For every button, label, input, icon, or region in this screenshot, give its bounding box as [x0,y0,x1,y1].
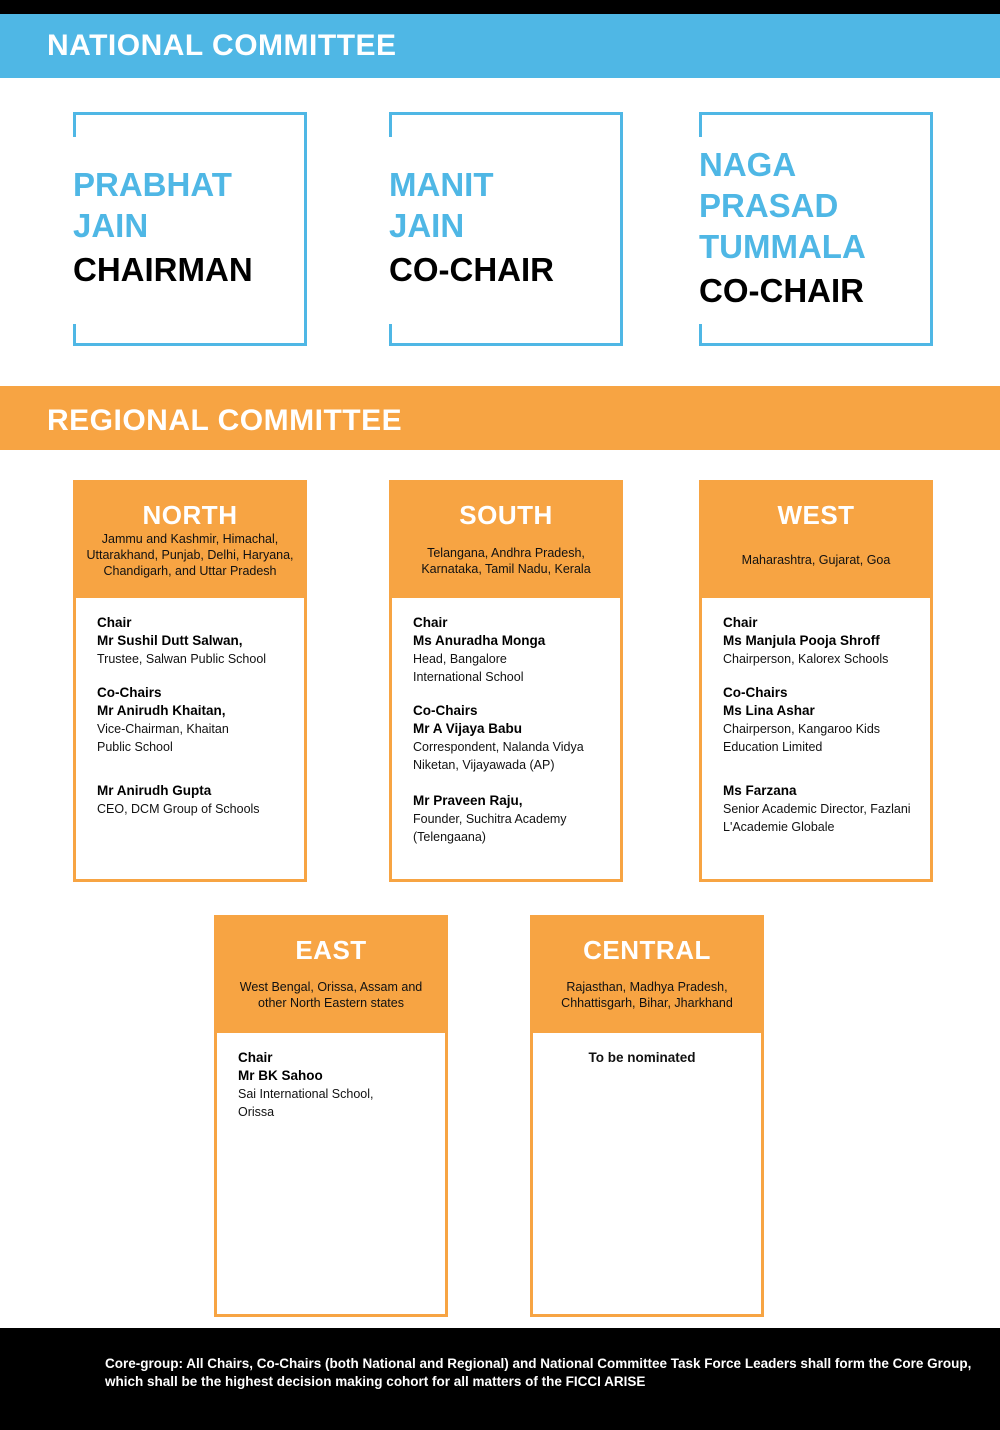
nomination-note: To be nominated [588,1050,696,1065]
role-label: Co-Chairs [723,685,788,700]
person-name: Ms Lina Ashar [723,703,815,718]
person-detail: Sai International School, Orissa [238,1087,374,1119]
regional-committee-heading: REGIONAL COMMITTEE [0,386,1000,450]
role-label: Chair [413,615,448,630]
member-name-line: PRABHAT [73,166,232,203]
person-detail: Correspondent, Nalanda Vidya Niketan, Vijayawada (AP) [413,740,584,772]
member-role: CHAIRMAN [73,251,253,288]
person-name: Mr Anirudh Khaitan, [97,703,226,718]
person-name: Mr BK Sahoo [238,1068,323,1083]
person-name: Mr A Vijaya Babu [413,721,523,736]
member-role: CO-CHAIR [389,251,554,288]
footer-text: All Chairs, Co-Chairs (both National and Regional) and National Committee Task Force Leaders shall form the Core Group, which shall be the highest decision making cohort for all matters of the FICCI ARISE [105,1356,972,1389]
region-title: WEST [777,500,855,530]
member-name-line: TUMMALA [699,228,866,265]
region-title: CENTRAL [583,935,711,965]
footer-label: Core-group: [105,1356,183,1371]
member-name-line: MANIT [389,166,494,203]
region-area: Rajasthan, Madhya Pradesh, Chhattisgarh, Bihar, Jharkhand [561,980,733,1010]
national-member-card-co-chair-2 [699,112,933,346]
person-detail: Founder, Suchitra Academy (Telengaana) [413,812,567,844]
region-card-north [73,480,307,882]
national-member-card-co-chair [389,112,623,346]
region-area: Jammu and Kashmir, Himachal, Uttarakhand, Punjab, Delhi, Haryana, Chandigarh, and Uttar Pradesh [86,532,294,578]
role-label: Chair [723,615,758,630]
footer-note [0,1328,1000,1430]
region-card-central [530,915,764,1317]
person-name: Ms Manjula Pooja Shroff [723,633,880,648]
national-committee-heading: NATIONAL COMMITTEE [0,14,1000,78]
person-name: Mr Sushil Dutt Salwan, [97,633,243,648]
person-detail: CEO, DCM Group of Schools [97,802,260,816]
region-title: NORTH [142,500,238,530]
person-detail: Chairperson, Kangaroo Kids Education Limited [723,722,881,754]
role-label: Chair [97,615,132,630]
role-label: Co-Chairs [413,703,478,718]
member-role: CO-CHAIR [699,272,864,309]
national-member-card-chairman [73,112,307,346]
region-area: Telangana, Andhra Pradesh, Karnataka, Tamil Nadu, Kerala [421,546,591,576]
region-title: SOUTH [459,500,553,530]
region-area: Maharashtra, Gujarat, Goa [741,553,891,567]
person-detail: Senior Academic Director, Fazlani L'Academie Globale [723,802,911,834]
member-name-line: NAGA [699,146,797,183]
region-area: West Bengal, Orissa, Assam and other North Eastern states [239,980,423,1010]
region-card-south [389,480,623,882]
person-detail: Trustee, Salwan Public School [97,652,267,666]
member-name-line: JAIN [389,207,465,244]
member-name-line: PRASAD [699,187,839,224]
member-name-line: JAIN [73,207,149,244]
person-name: Ms Anuradha Monga [413,633,546,648]
region-title: EAST [295,935,367,965]
region-card-east [214,915,448,1317]
role-label: Chair [238,1050,273,1065]
person-detail: Vice-Chairman, Khaitan Public School [97,722,229,754]
person-name: Mr Praveen Raju, [413,793,523,808]
role-label: Co-Chairs [97,685,162,700]
person-name: Ms Farzana [723,783,797,798]
person-detail: Chairperson, Kalorex Schools [723,652,889,666]
person-detail: Head, Bangalore International School [413,652,524,684]
person-name: Mr Anirudh Gupta [97,783,212,798]
region-card-west [699,480,933,882]
top-black-bar [0,0,1000,14]
